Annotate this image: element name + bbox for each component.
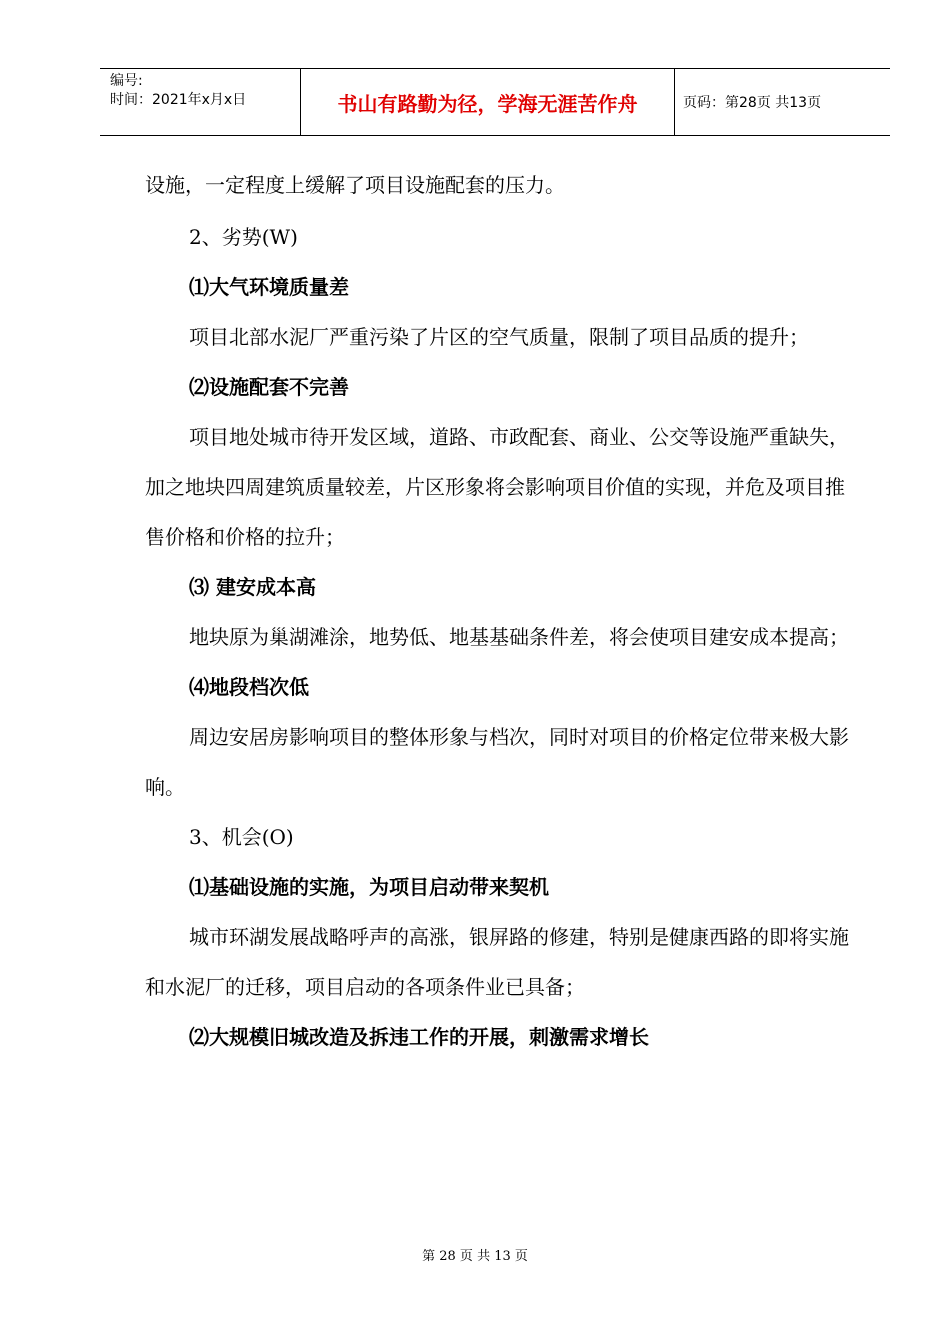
header-page-info: 页码：第28页 共13页 — [683, 95, 822, 111]
header-meta-cell — [100, 69, 301, 135]
header-motto: 书山有路勤为径，学海无涯苦作舟 — [301, 69, 675, 135]
subheading: ⑵设施配套不完善 — [189, 375, 349, 399]
paragraph: 城市环湖发展战略呼声的高涨，银屏路的修建，特别是健康西路的即将实施和水泥厂的迁移，项目启动的各项条件业已具备； — [145, 925, 849, 999]
paragraph: 设施，一定程度上缓解了项目设施配套的压力。 — [145, 173, 565, 197]
subheading: ⑷地段档次低 — [189, 675, 309, 699]
page-footer: 第 28 页 共 13 页 — [422, 1249, 528, 1264]
document-time-label: 时间：2021年x月x日 — [110, 92, 247, 108]
document-number-label: 编号: — [110, 73, 143, 89]
page-header — [100, 68, 890, 136]
paragraph: 项目北部水泥厂严重污染了片区的空气质量，限制了项目品质的提升； — [189, 325, 809, 349]
subheading: ⑶ 建安成本高 — [189, 575, 316, 599]
paragraph: 项目地处城市待开发区域，道路、市政配套、商业、公交等设施严重缺失，加之地块四周建筑质量较差，片区形象将会影响项目价值的实现，并危及项目推售价格和价格的拉升； — [145, 425, 849, 549]
section-heading-opportunity: 3、机会(O) — [189, 825, 294, 849]
section-heading-weakness: 2、劣势(W) — [189, 225, 298, 249]
subheading: ⑵大规模旧城改造及拆违工作的开展，刺激需求增长 — [189, 1025, 649, 1049]
paragraph: 地块原为巢湖滩涂，地势低、地基基础条件差，将会使项目建安成本提高； — [189, 625, 849, 649]
subheading: ⑴大气环境质量差 — [189, 275, 349, 299]
document-body — [145, 160, 851, 1062]
paragraph: 周边安居房影响项目的整体形象与档次，同时对项目的价格定位带来极大影响。 — [145, 725, 849, 799]
subheading: ⑴基础设施的实施，为项目启动带来契机 — [189, 875, 549, 899]
